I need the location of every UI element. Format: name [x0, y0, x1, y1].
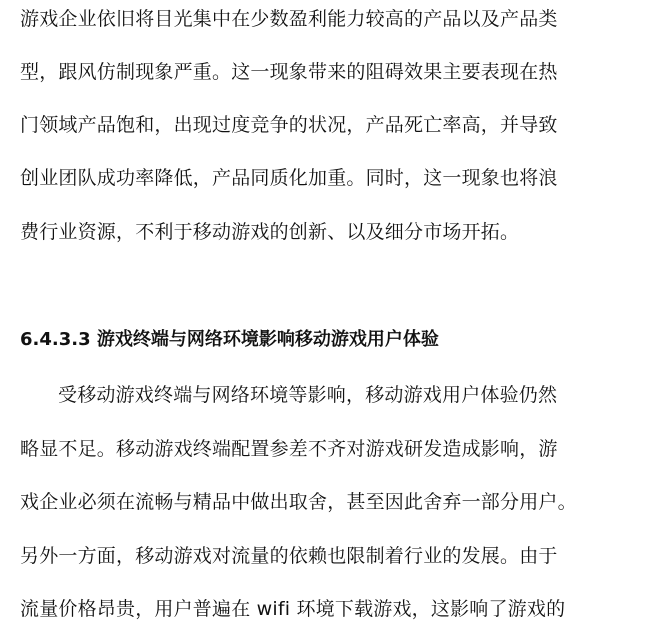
paragraph-2-line-1: 受移动游戏终端与网络环境等影响，移动游戏用户体验仍然 — [58, 384, 558, 406]
paragraph-2-line-5: 流量价格昂贵，用户普遍在 wifi 环境下载游戏，这影响了游戏的 — [20, 598, 566, 620]
paragraph-1-line-3: 门领域产品饱和，出现过度竞争的状况，产品死亡率高，并导致 — [20, 114, 558, 136]
paragraph-1-line-1: 游戏企业依旧将目光集中在少数盈利能力较高的产品以及产品类 — [20, 8, 558, 30]
paragraph-2-line-2: 略显不足。移动游戏终端配置参差不齐对游戏研发造成影响，游 — [20, 438, 558, 460]
paragraph-2-line-3: 戏企业必须在流畅与精品中做出取舍，甚至因此舍弃一部分用户。 — [20, 491, 577, 513]
paragraph-1-line-5: 费行业资源，不利于移动游戏的创新、以及细分市场开拓。 — [20, 221, 520, 243]
paragraph-1-line-2: 型，跟风仿制现象严重。这一现象带来的阻碍效果主要表现在热 — [20, 61, 558, 83]
paragraph-2-line-4: 另外一方面，移动游戏对流量的依赖也限制着行业的发展。由于 — [20, 545, 558, 567]
section-heading: 6.4.3.3 游戏终端与网络环境影响移动游戏用户体验 — [20, 329, 439, 350]
paragraph-1-line-4: 创业团队成功率降低，产品同质化加重。同时，这一现象也将浪 — [20, 167, 558, 189]
